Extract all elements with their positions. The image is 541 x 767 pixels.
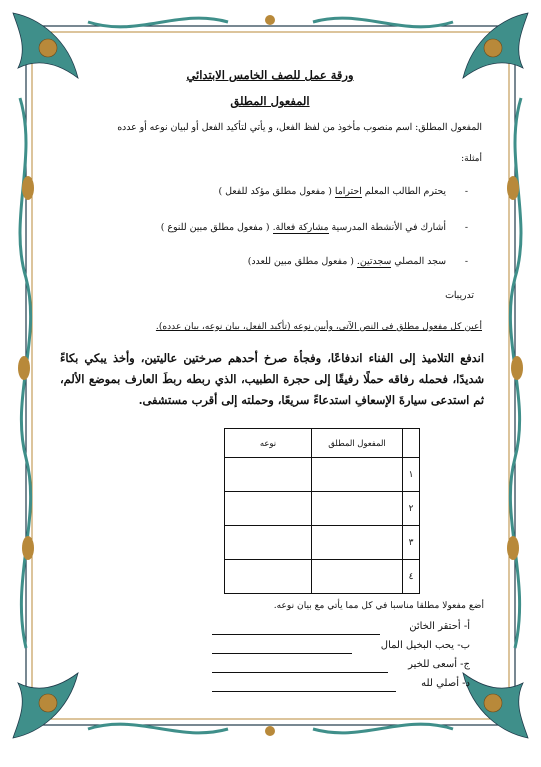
answer-line	[212, 653, 352, 654]
worksheet-title: ورقة عمل للصف الخامس الابتدائي	[186, 68, 354, 82]
exercise-item: أ- أحتقر الخائن	[409, 621, 470, 632]
task2-instruction: أضع مفعولا مطلقا مناسبا في كل مما يأتي مع بيان نوعه.	[273, 601, 484, 611]
table-header-type: نوعه	[225, 429, 312, 458]
table-row: ٤	[225, 560, 420, 594]
highlighted-word: مشاركة فعالة.	[272, 222, 329, 233]
example-item: - أشارك في الأنشطة المدرسية مشاركة فعالة. ( مفعول مطلق مبين للنوع )	[160, 222, 468, 233]
bullet: -	[464, 222, 468, 233]
table-header-absolute-object: المفعول المطلق	[312, 429, 403, 458]
task1-instruction: أعين كل مفعول مطلق في النص الآتي، وأبين نوعه (تأكيد الفعل، بيان نوعه، بيان عدده).	[155, 322, 482, 332]
exercise-item: د- أصلي لله	[421, 678, 470, 689]
lesson-title: المفعول المطلق	[230, 94, 310, 108]
answer-line	[212, 672, 388, 673]
answer-line	[212, 634, 380, 635]
drills-heading: تدريبات	[445, 290, 474, 301]
examples-heading: أمثلة:	[461, 154, 482, 164]
highlighted-word: سجدتين.	[356, 256, 392, 267]
table-row: ١	[225, 458, 420, 492]
answer-table	[224, 428, 420, 594]
exercise-item: ج- أسعى للخير	[408, 659, 470, 670]
answer-line	[212, 691, 396, 692]
task1-paragraph: اندفع التلاميذ إلى الفناء اندفاعًا، وفجأة صرخ أحدهم صرختين عاليتين، وأخذ يبكي بكاءً شديدًا، فحمله رفاقه حملًا رفيقًا إلى حجرة الطبيب، الذي ربطه ربطَ العارف بموضع الألم، ثم استدعى سيارةَ الإسعافِ استدعاءً سريعًا، وحملته إلى أقرب مستشفى.	[60, 351, 484, 407]
table-header-number	[403, 429, 420, 458]
bullet: -	[464, 186, 468, 197]
definition-text: المفعول المطلق: اسم منصوب مأخوذ من لفظ الفعل، و يأتي لتأكيد الفعل أو لبيان نوعه أو عدده	[117, 122, 482, 133]
exercise-item: ب- يحب البخيل المال	[380, 640, 470, 651]
example-item: - سجد المصلي سجدتين. ( مفعول مطلق مبين للعدد)	[247, 256, 468, 267]
table-row: ٣	[225, 526, 420, 560]
example-item: - يحترم الطالب المعلم احتراما ( مفعول مطلق مؤكد للفعل )	[218, 186, 468, 197]
table-row: ٢	[225, 492, 420, 526]
bullet: -	[464, 256, 468, 267]
highlighted-word: احتراما	[334, 186, 362, 197]
